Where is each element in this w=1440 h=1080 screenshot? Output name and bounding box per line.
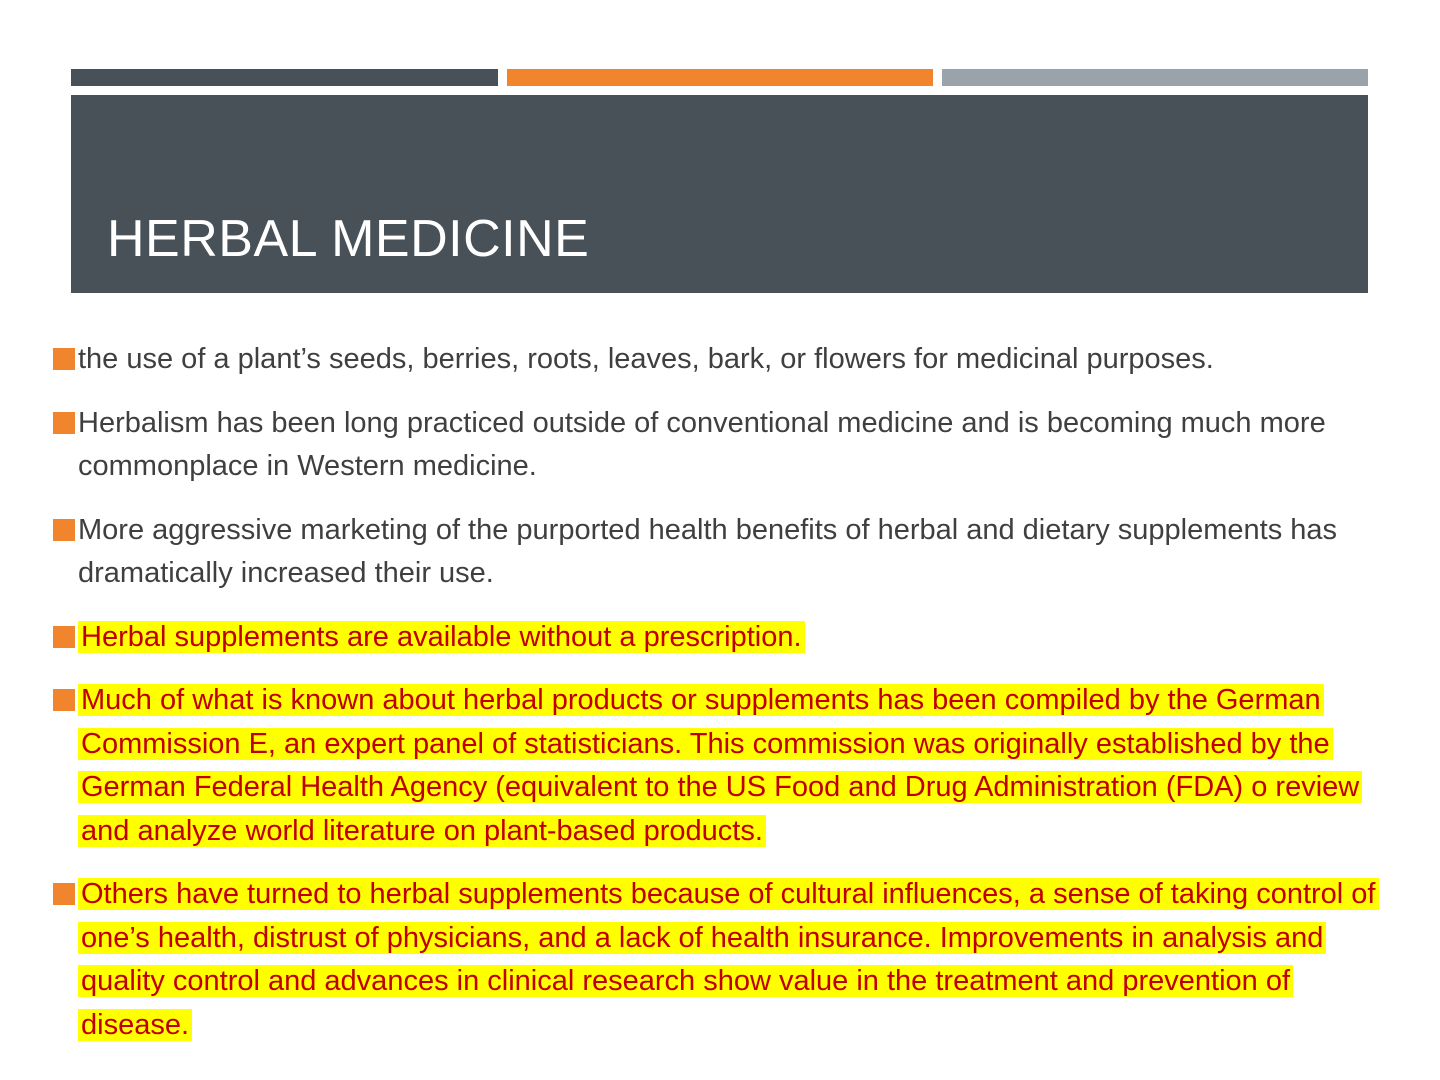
bullet-text: Herbalism has been long practiced outside of conventional medicine and is becoming much more commonplace in Western medicine. (78, 406, 1326, 482)
bullet-text: Others have turned to herbal supplements because of cultural influences, a sense of taking control of one’s health, distrust of physicians, and a lack of health insurance. Improvements in analysis and quality control and advances in clinical research show value in the treatment and prevention of disease. (78, 878, 1379, 1041)
bullet-text: Much of what is known about herbal products or supplements has been compiled by the German Commission E, an expert panel of statisticians. This commission was originally established by the German Federal Health Agency (equivalent to the US Food and Drug Administration (FDA) o review and analyze world literature on plant-based products. (78, 684, 1362, 847)
bullet-text: the use of a plant’s seeds, berries, roots, leaves, bark, or flowers for medicinal purposes. (78, 343, 1214, 375)
accent-bar-gray (942, 69, 1368, 86)
bullet-item (53, 338, 1383, 382)
slide-title: HERBAL MEDICINE (107, 210, 590, 268)
square-bullet-icon (53, 626, 75, 648)
square-bullet-icon (53, 883, 75, 905)
bullet-text: More aggressive marketing of the purported health benefits of herbal and dietary supplements has dramatically increased their use. (78, 513, 1338, 589)
square-bullet-icon (53, 412, 75, 434)
bullet-item-highlighted (53, 873, 1383, 1047)
bullet-item (53, 402, 1383, 489)
title-panel (71, 95, 1368, 293)
accent-bar-dark (71, 69, 498, 86)
square-bullet-icon (53, 689, 75, 711)
bullet-item-highlighted (53, 616, 1383, 660)
accent-bar-orange (507, 69, 933, 86)
square-bullet-icon (53, 519, 75, 541)
bullet-item (53, 509, 1383, 596)
bullet-text: Herbal supplements are available without a prescription. (78, 621, 805, 653)
bullet-list (53, 338, 1383, 1067)
bullet-item-highlighted (53, 679, 1383, 853)
square-bullet-icon (53, 348, 75, 370)
